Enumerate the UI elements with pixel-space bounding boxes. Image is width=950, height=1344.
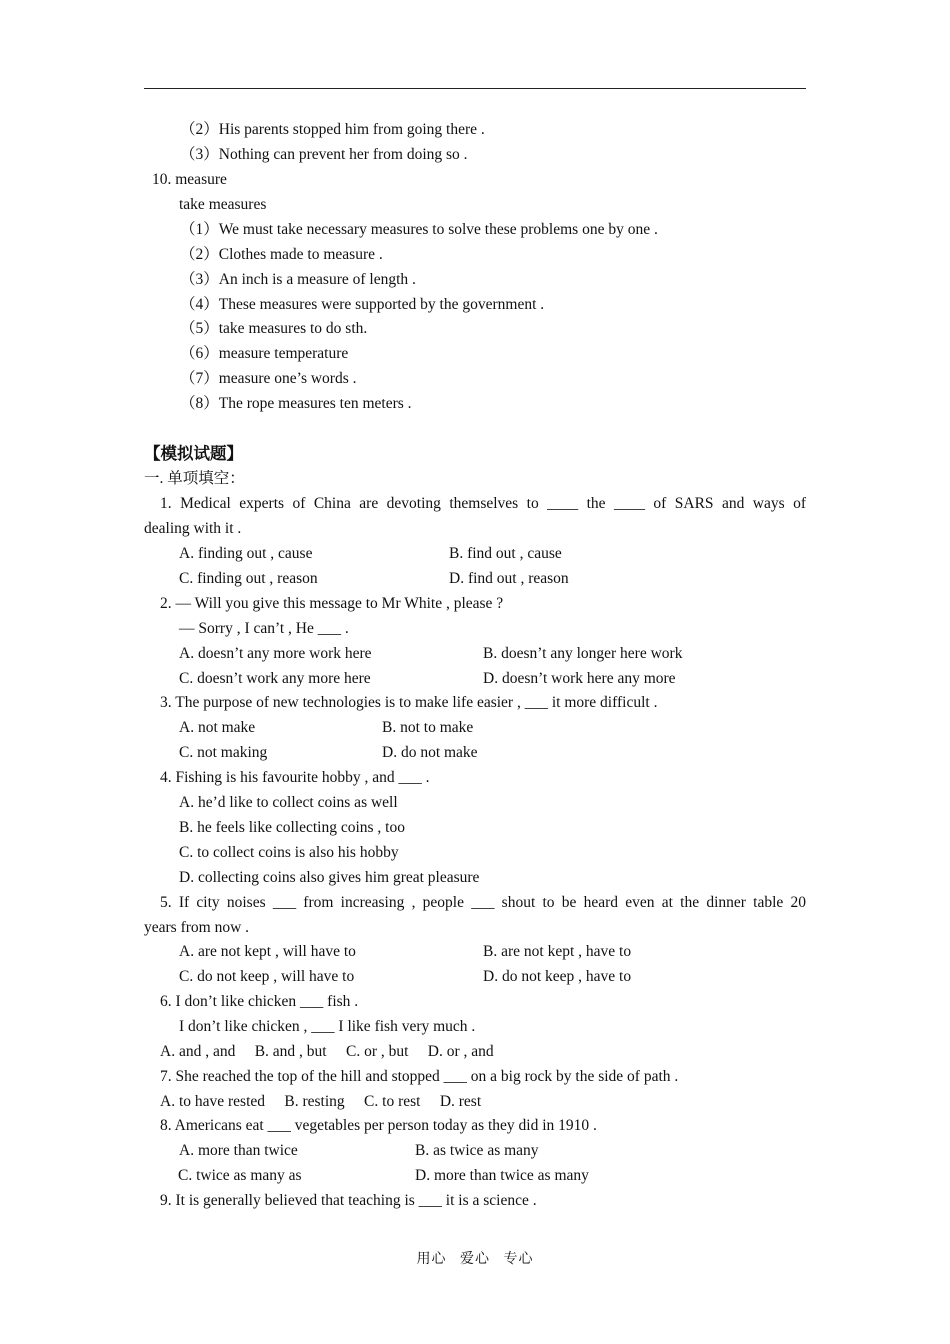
question-1-stem: 1. Medical experts of China are devoting themselves to ____ the ____ of SARS and ways of — [160, 495, 806, 512]
question-1-option-d: D. find out , reason — [449, 570, 569, 587]
question-4-option-d: D. collecting coins also gives him great pleasure — [179, 869, 480, 886]
question-3-stem: 3. The purpose of new technologies is to make life easier , ___ it more difficult . — [160, 694, 658, 711]
question-3-option-b: B. not to make — [382, 719, 474, 736]
question-2-reply: — Sorry , I can’t , He ___ . — [179, 620, 349, 637]
item-10-heading: 10. measure — [152, 171, 227, 188]
question-5-option-c: C. do not keep , will have to — [179, 968, 355, 985]
question-4-option-b: B. he feels like collecting coins , too — [179, 819, 405, 836]
question-4-stem: 4. Fishing is his favourite hobby , and ___ . — [160, 769, 430, 786]
question-8-option-a: A. more than twice — [179, 1142, 298, 1159]
measure-example-1: （1）We must take necessary measures to solve these problems one by one . — [180, 221, 658, 238]
page-footer: 用心 爱心 专心 — [416, 1252, 534, 1267]
question-5-stem-cont: years from now . — [144, 919, 250, 936]
question-4-option-a: A. he’d like to collect coins as well — [179, 794, 398, 811]
section-title: 【模拟试题】 — [144, 444, 243, 463]
question-7-stem: 7. She reached the top of the hill and stopped ___ on a big rock by the side of path . — [160, 1068, 679, 1085]
question-3-option-d: D. do not make — [382, 744, 478, 761]
question-6-stem: 6. I don’t like chicken ___ fish . — [160, 993, 359, 1010]
question-5-stem: 5. If city noises ___ from increasing , people ___ shout to be heard even at the dinner table 20 — [160, 894, 806, 911]
question-5-option-a: A. are not kept , will have to — [179, 943, 356, 960]
measure-example-2: （2）Clothes made to measure . — [180, 246, 383, 263]
header-rule — [144, 88, 806, 89]
measure-example-3: （3）An inch is a measure of length . — [180, 271, 416, 288]
measure-example-4: （4）These measures were supported by the government . — [180, 296, 545, 313]
measure-example-5: （5）take measures to do sth. — [180, 320, 368, 337]
measure-example-7: （7）measure one’s words . — [180, 370, 357, 387]
question-1-stem-cont: dealing with it . — [144, 520, 242, 537]
measure-example-6: （6）measure temperature — [180, 345, 349, 362]
part-1-label: 一. 单项填空： — [144, 470, 245, 487]
measure-example-8: （8）The rope measures ten meters . — [180, 395, 412, 412]
question-1-option-b: B. find out , cause — [449, 545, 562, 562]
question-1-option-c: C. finding out , reason — [179, 570, 318, 587]
question-9-stem: 9. It is generally believed that teaching is ___ it is a science . — [160, 1192, 537, 1209]
question-6-stem-2: I don’t like chicken , ___ I like fish very much . — [179, 1018, 476, 1035]
question-4-option-c: C. to collect coins is also his hobby — [179, 844, 399, 861]
question-6-options: A. and , and B. and , but C. or , but D. or , and — [160, 1043, 494, 1060]
question-2-option-d: D. doesn’t work here any more — [483, 670, 676, 687]
question-5-option-b: B. are not kept , have to — [483, 943, 632, 960]
question-3-option-a: A. not make — [179, 719, 256, 736]
question-5-option-d: D. do not keep , have to — [483, 968, 632, 985]
question-8-stem: 8. Americans eat ___ vegetables per person today as they did in 1910 . — [160, 1117, 597, 1134]
question-2-stem: 2. — Will you give this message to Mr White , please ? — [160, 595, 504, 612]
question-3-option-c: C. not making — [179, 744, 268, 761]
question-8-option-c: C. twice as many as — [178, 1167, 302, 1184]
question-8-option-b: B. as twice as many — [415, 1142, 539, 1159]
question-2-option-a: A. doesn’t any more work here — [179, 645, 372, 662]
question-7-options: A. to have rested B. resting C. to rest D. rest — [160, 1093, 482, 1110]
sentence-2-stopped: （2）His parents stopped him from going there . — [180, 121, 485, 138]
phrase-take-measures: take measures — [179, 196, 267, 213]
question-8-option-d: D. more than twice as many — [415, 1167, 589, 1184]
question-2-option-c: C. doesn’t work any more here — [179, 670, 371, 687]
sentence-3-prevent: （3）Nothing can prevent her from doing so . — [180, 146, 468, 163]
question-2-option-b: B. doesn’t any longer here work — [483, 645, 683, 662]
question-1-option-a: A. finding out , cause — [179, 545, 313, 562]
